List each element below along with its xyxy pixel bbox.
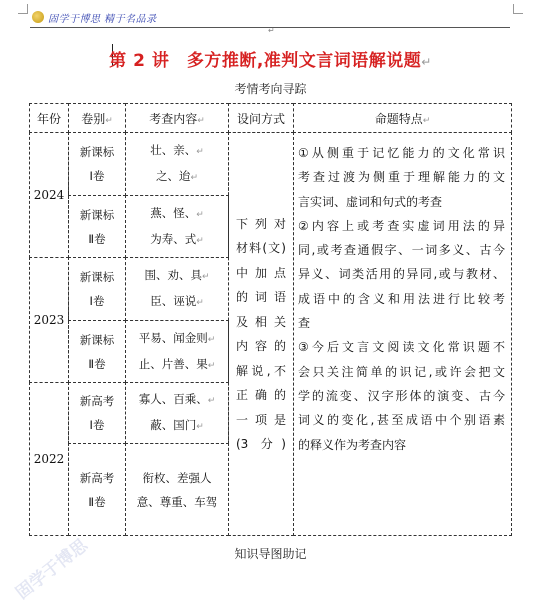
content-line: 止、片善、果 xyxy=(138,356,208,371)
header-brand-text: 固学于博思 精于名品录 xyxy=(48,14,157,25)
paper-cell xyxy=(68,443,126,536)
content-cell: 围、劝、具↵ 臣、诬说↵ xyxy=(125,257,229,321)
content-line: 燕、怪、 xyxy=(150,205,197,220)
content-cell xyxy=(125,443,229,536)
watermark: 固学于博思 xyxy=(12,535,92,604)
method-line: 下列对 xyxy=(236,216,286,231)
paper-volume: Ⅰ卷 xyxy=(89,418,105,432)
return-mark-icon: ↵ xyxy=(105,116,113,126)
header-method xyxy=(228,103,294,133)
paper-volume: Ⅰ卷 xyxy=(89,294,105,308)
year-label: 2022 xyxy=(33,452,65,466)
paper-name: 新课标 xyxy=(79,207,115,222)
header-year-label: 年份 xyxy=(36,112,61,126)
method-line: 正确的 xyxy=(236,388,286,402)
paper-volume: Ⅱ卷 xyxy=(88,356,106,371)
paper-name: 新课标 xyxy=(79,270,115,284)
header-paper-label: 卷别 xyxy=(81,112,106,126)
paper-name: 新高考 xyxy=(79,470,115,485)
content-line: 意、尊重、车驾 xyxy=(136,494,218,509)
header-paper xyxy=(68,103,126,133)
paragraph-mark-icon: ↵ xyxy=(268,26,275,35)
paper-volume: Ⅰ卷 xyxy=(89,169,105,183)
content-line: 之、迨 xyxy=(155,169,191,183)
features-text xyxy=(294,141,511,457)
lesson-title-text: 第 2 讲 多方推断,准判文言词语解说题 xyxy=(109,51,422,71)
method-line: 的词语 xyxy=(236,290,286,304)
method-text xyxy=(232,212,290,457)
feature-line: ①从侧重于记忆能力的文化常识 xyxy=(298,146,505,160)
paper-volume: Ⅱ卷 xyxy=(88,494,106,509)
return-mark-icon: ↵ xyxy=(197,116,205,126)
content-line: 平易、闻金则 xyxy=(138,330,208,345)
feature-line: 查 xyxy=(298,316,311,331)
content-line: 围、劝、具 xyxy=(144,268,202,282)
method-line: 及相关 xyxy=(236,314,286,329)
crop-mark-top-right xyxy=(513,4,523,14)
header-method-label: 设问方式 xyxy=(236,112,285,126)
content-cell: 燕、怪、↵ 为寿、式↵ xyxy=(125,195,229,258)
content-line: 壮、亲、 xyxy=(150,143,197,157)
content-line: 寡人、百乘、 xyxy=(138,392,208,406)
content-line: 为寿、式 xyxy=(150,231,197,246)
feature-line: 异义、词类活用的异同,或与教材、 xyxy=(298,267,505,282)
feature-line: 考查过渡为侧重于理解能力的文 xyxy=(298,170,505,185)
section-footer-heading[interactable]: 知识导图助记 xyxy=(234,547,307,561)
feature-line: 言实词、虚词和句式的考查 xyxy=(298,194,443,209)
paper-cell xyxy=(68,320,126,383)
paper-cell xyxy=(68,257,126,321)
year-cell-2022 xyxy=(29,382,69,536)
return-mark-icon: ↵ xyxy=(422,116,431,126)
method-line: 解说,不 xyxy=(236,363,286,378)
method-line: (3 分) xyxy=(236,437,286,451)
year-cell-2024 xyxy=(29,132,69,258)
feature-line: 同,或考查通假字、一词多义、古今 xyxy=(298,243,505,258)
content-cell: 寡人、百乘、↵ 蔽、国门↵ xyxy=(125,382,229,444)
year-label: 2023 xyxy=(33,313,65,327)
paper-cell xyxy=(68,195,126,258)
feature-line: 词义的变化,甚至成语中个别语素 xyxy=(298,413,505,428)
method-line: 内容的 xyxy=(236,339,286,353)
brand-logo-icon xyxy=(32,11,44,23)
paper-cell xyxy=(68,132,126,196)
feature-line: ②内容上或考查实虚词用法的异 xyxy=(298,218,505,233)
method-line: 一项是 xyxy=(236,412,286,427)
paper-name: 新课标 xyxy=(79,145,115,159)
header-year xyxy=(29,103,69,133)
year-cell-2023 xyxy=(29,257,69,383)
paper-name: 新高考 xyxy=(79,394,115,408)
feature-line: ③今后文言文阅读文化常识题不 xyxy=(298,340,505,355)
method-cell xyxy=(228,132,294,536)
content-cell: 壮、亲、↵ 之、迨↵ xyxy=(125,132,229,196)
content-cell: 平易、闻金则↵ 止、片善、果↵ xyxy=(125,320,229,383)
feature-line: 会只关注简单的识记,或许会把文 xyxy=(298,364,505,379)
return-mark-icon: ↵ xyxy=(421,55,432,69)
feature-line: 成语中的含义和用法进行比较考 xyxy=(298,291,505,306)
content-line: 臣、诬说 xyxy=(150,294,197,308)
lesson-title[interactable] xyxy=(0,46,541,71)
paper-cell xyxy=(68,382,126,444)
method-line: 材料(文) xyxy=(236,241,286,255)
header-content-label: 考查内容 xyxy=(149,112,198,126)
features-cell xyxy=(293,132,512,536)
feature-line: 学的流变、汉字形体的演变、古今 xyxy=(298,388,505,403)
exam-analysis-table xyxy=(29,103,512,536)
feature-line: 的释义作为考查内容 xyxy=(298,437,407,452)
content-line: 蔽、国门 xyxy=(150,418,197,432)
paper-volume: Ⅱ卷 xyxy=(88,231,106,246)
page-header xyxy=(30,8,510,28)
header-content xyxy=(125,103,229,133)
paper-name: 新课标 xyxy=(79,332,115,347)
header-features-label: 命题特点 xyxy=(374,112,423,126)
header-features xyxy=(293,103,512,133)
content-line: 衔枚、差强人 xyxy=(142,470,212,485)
year-label: 2024 xyxy=(33,188,65,202)
crop-mark-top-left xyxy=(18,4,28,14)
section-subtitle[interactable]: 考情考向寻踪 xyxy=(234,82,307,96)
method-line: 中加点 xyxy=(236,265,286,280)
